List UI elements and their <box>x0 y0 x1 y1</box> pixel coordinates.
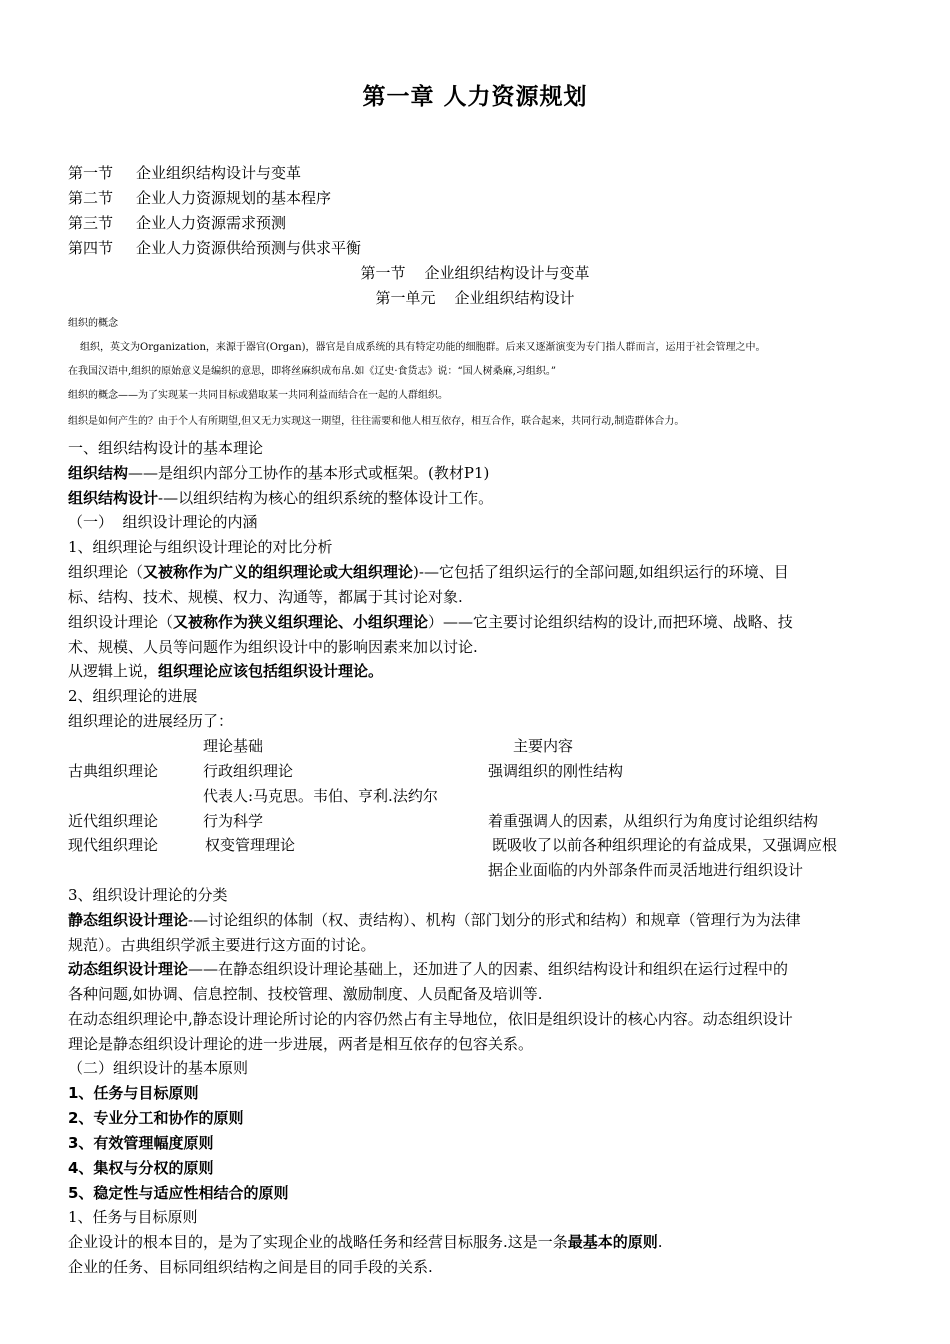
toc-number: 第一节 <box>68 164 114 182</box>
concept-paragraph: 组织是如何产生的？由于个人有所期望,但又无力实现这一期望，往往需要和他人相互依存，相互合作，联合起来，共同行动,制造群体合力。 <box>68 416 685 427</box>
toc-item <box>68 163 301 183</box>
text-run: -—讨论组织的体制（权、责结构）、机构（部门划分的形式和结构）和规章（管理行为为法律 <box>188 911 801 929</box>
paragraph <box>68 612 793 632</box>
principle-item: 3、有效管理幅度原则 <box>68 1134 214 1152</box>
principle-item: 4、集权与分权的原则 <box>68 1159 214 1177</box>
paragraph: 术、规模、人员等问题作为组织设计中的影响因素来加以讨论. <box>68 638 478 656</box>
definition <box>68 488 493 508</box>
chapter-title: 第一章 人力资源规划 <box>362 84 588 110</box>
unit-heading: 第一单元 企业组织结构设计 <box>375 289 575 307</box>
text-run: . <box>657 1233 663 1251</box>
paragraph: 各种问题,如协调、信息控制、技校管理、激励制度、人员配备及培训等. <box>68 985 543 1003</box>
toc-text: 企业组织结构设计与变革 <box>136 164 302 182</box>
concept-paragraph: 在我国汉语中,组织的原始意义是编织的意思，即将丝麻织成布帛.如《辽史·食货志》说：“国人树桑麻,习组织。” <box>68 366 556 377</box>
text-run: ——在静态组织设计理论基础上，还加进了人的因素、组织结构设计和组织在运行过程中的 <box>188 960 789 978</box>
text-run: 从逻辑上说， <box>68 662 159 680</box>
table-cell-content: 据企业面临的内外部条件而灵活地进行组织设计 <box>488 861 804 879</box>
list-item: 2、组织理论的进展 <box>68 687 198 705</box>
paragraph: 企业的任务、目标同组织结构之间是目的同手段的关系. <box>68 1258 433 1276</box>
toc-item <box>68 238 361 258</box>
table-cell-basis: 权变管理理论 <box>205 836 296 854</box>
table-cell-basis: 行为科学 <box>203 812 264 830</box>
toc-item <box>68 213 286 233</box>
bold-run: 动态组织设计理论 <box>68 960 189 978</box>
table-header-basis: 理论基础 <box>203 737 264 755</box>
table-cell-name: 现代组织理论 <box>68 836 159 854</box>
toc-text: 企业人力资源规划的基本程序 <box>136 189 332 207</box>
concept-paragraph: 组织的概念——为了实现某一共同目标或猎取某一共同利益而结合在一起的人群组织。 <box>68 390 448 401</box>
toc-text: 企业人力资源需求预测 <box>136 214 287 232</box>
toc-text: 企业人力资源供给预测与供求平衡 <box>136 239 362 257</box>
paragraph <box>68 910 801 930</box>
definition-text: -—以组织结构为核心的组织系统的整体设计工作。 <box>158 489 494 507</box>
toc-number: 第三节 <box>68 214 114 232</box>
heading-1: 一、组织结构设计的基本理论 <box>68 439 264 457</box>
text-run: 组织理论（ <box>68 563 144 581</box>
definition <box>68 463 489 483</box>
table-header-content: 主要内容 <box>513 737 574 755</box>
definition-text: ——是组织内部分工协作的基本形式或框架。(教材P1) <box>128 464 490 482</box>
list-item: 1、组织理论与组织设计理论的对比分析 <box>68 538 333 556</box>
concept-label: 组织的概念 <box>68 318 118 329</box>
principle-item: 1、任务与目标原则 <box>68 1084 199 1102</box>
table-cell-content: 强调组织的刚性结构 <box>488 762 624 780</box>
bold-run: 组织理论应该包括组织设计理论。 <box>158 662 384 680</box>
table-cell-name: 近代组织理论 <box>68 812 159 830</box>
section-heading: 第一节 企业组织结构设计与变革 <box>360 264 590 282</box>
definition-term: 组织结构 <box>68 464 129 482</box>
text-run: )-—它包括了组织运行的全部问题,如组织运行的环境、目 <box>413 563 789 581</box>
text-run: 企业设计的根本目的，是为了实现企业的战略任务和经营目标服务.这是一条 <box>68 1233 568 1251</box>
definition-term: 组织结构设计 <box>68 489 159 507</box>
bold-run: 静态组织设计理论 <box>68 911 189 929</box>
bold-run: 又被称作为狭义组织理论、小组织理论 <box>173 613 429 631</box>
table-cell-basis: 行政组织理论 <box>203 762 294 780</box>
text-run: ）——它主要讨论组织结构的设计,而把环境、战略、技 <box>428 613 793 631</box>
table-cell-content: 既吸收了以前各种组织理论的有益成果，又强调应根 <box>492 836 838 854</box>
bold-run: 最基本的原则 <box>567 1233 658 1251</box>
bold-run: 又被称作为广义的组织理论或大组织理论 <box>143 563 414 581</box>
principle-item: 2、专业分工和协作的原则 <box>68 1109 244 1127</box>
paragraph: 组织理论的进展经历了： <box>68 712 234 730</box>
table-cell-content: 着重强调人的因素，从组织行为角度讨论组织结构 <box>488 812 819 830</box>
paragraph <box>68 562 789 582</box>
paragraph: 标、结构、技术、规模、权力、沟通等，都属于其讨论对象. <box>68 588 463 606</box>
toc-item <box>68 188 331 208</box>
paragraph: 理论是静态组织设计理论的进一步进展，两者是相互依存的包容关系。 <box>68 1035 534 1053</box>
table-cell-name: 古典组织理论 <box>68 762 159 780</box>
toc-number: 第二节 <box>68 189 114 207</box>
toc-number: 第四节 <box>68 239 114 257</box>
subheading: （一） 组织设计理论的内涵 <box>68 513 258 531</box>
principle-item: 5、稳定性与适应性相结合的原则 <box>68 1184 289 1202</box>
paragraph <box>68 959 788 979</box>
list-item: 3、组织设计理论的分类 <box>68 886 228 904</box>
subheading: （二）组织设计的基本原则 <box>68 1059 249 1077</box>
text-run: 组织设计理论（ <box>68 613 174 631</box>
paragraph: 在动态组织理论中,静态设计理论所讨论的内容仍然占有主导地位，依旧是组织设计的核心内容。动态组织设计 <box>68 1010 793 1028</box>
paragraph <box>68 1232 663 1252</box>
paragraph: 规范）。古典组织学派主要进行这方面的讨论。 <box>68 936 376 954</box>
list-item: 1、任务与目标原则 <box>68 1208 198 1226</box>
concept-paragraph: 组织，英文为Organization，来源于器官(Organ)，器官是自成系统的具有特定功能的细胞群。后来又逐渐演变为专门指人群而言，运用于社会管理之中。 <box>80 342 766 353</box>
table-cell-basis: 代表人:马克思。韦伯、亨利.法约尔 <box>203 787 438 805</box>
paragraph <box>68 661 383 681</box>
